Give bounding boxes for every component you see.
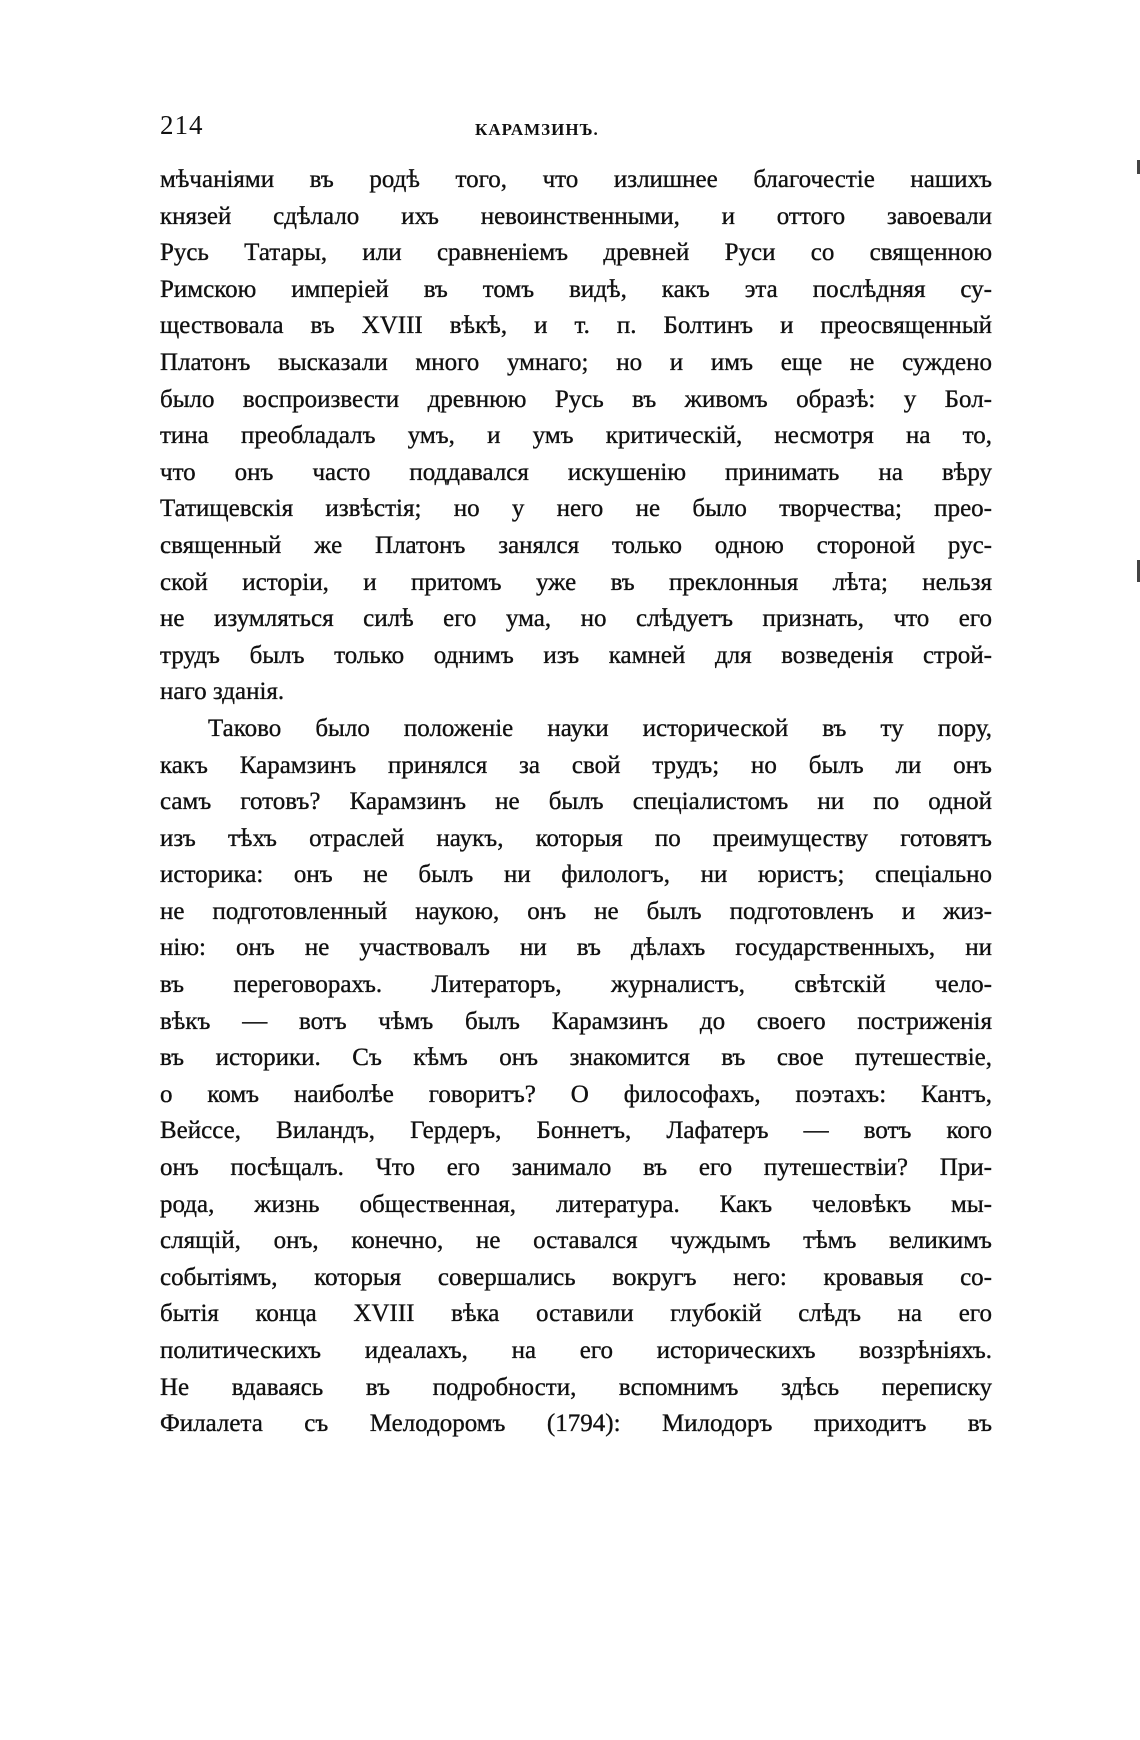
paragraph-end-line: наго зданія. <box>160 678 285 706</box>
text-line: Платонъ высказали много умнаго; но и имъ еще не суждено <box>160 348 992 376</box>
text-line: вѣкъ — вотъ чѣмъ былъ Карамзинъ до своего постриженія <box>160 1007 992 1035</box>
text-line: нію: онъ не участвовалъ ни въ дѣлахъ государственныхъ, ни <box>160 934 992 962</box>
text-line: Вейссе, Виландъ, Гердеръ, Боннетъ, Лафатеръ — вотъ кого <box>160 1117 992 1145</box>
text-line: Филалета съ Мелодоромъ (1794): Милодоръ приходитъ въ <box>160 1410 992 1438</box>
text-line: что онъ часто поддавался искушенію принимать на вѣру <box>160 458 992 486</box>
text-line: самъ готовъ? Карамзинъ не былъ спеціалистомъ ни по одной <box>160 788 992 816</box>
text-line: слящій, онъ, конечно, не оставался чуждымъ тѣмъ великимъ <box>160 1227 992 1255</box>
paragraph-start-line: Таково было положеніе науки исторической въ ту пору, <box>208 714 992 742</box>
running-title: КАРАМЗИНЪ. <box>475 120 599 139</box>
text-line: не подготовленный наукою, онъ не былъ подготовленъ и жиз- <box>160 897 992 925</box>
text-line: о комъ наиболѣе говоритъ? О философахъ, поэтахъ: Кантъ, <box>160 1080 992 1108</box>
text-line: ской исторіи, и притомъ уже въ преклонныя лѣта; нельзя <box>160 568 992 596</box>
text-line: изъ тѣхъ отраслей наукъ, которыя по преимуществу готовятъ <box>160 824 992 852</box>
text-line: ществовала въ XVIII вѣкѣ, и т. п. Болтинъ и преосвященный <box>160 312 992 340</box>
text-line: въ переговорахъ. Литераторъ, журналистъ, свѣтскій чело- <box>160 971 992 999</box>
text-line: рода, жизнь общественная, литература. Какъ человѣкъ мы- <box>160 1190 992 1218</box>
text-line: священный же Платонъ занялся только одною стороной рус- <box>160 531 992 559</box>
text-line: въ историки. Съ кѣмъ онъ знакомится въ свое путешествіе, <box>160 1044 992 1072</box>
text-line: Русь Татары, или сравненіемъ древней Руси со священною <box>160 239 992 267</box>
text-line: князей сдѣлало ихъ невоинственными, и оттого завоевали <box>160 202 992 230</box>
page-number: 214 <box>160 110 204 140</box>
text-line: было воспроизвести древнюю Русь въ живомъ образѣ: у Бол- <box>160 385 992 413</box>
text-line: не изумляться силѣ его ума, но слѣдуетъ признать, что его <box>160 605 992 633</box>
text-line: Татищевскія извѣстія; но у него не было творчества; прео- <box>160 495 992 523</box>
text-line: бытія конца XVIII вѣка оставили глубокій слѣдъ на его <box>160 1300 992 1328</box>
text-line: историка: онъ не былъ ни филологъ, ни юристъ; спеціально <box>160 861 992 889</box>
text-line: тина преобладалъ умъ, и умъ критическій, несмотря на то, <box>160 422 992 450</box>
text-line: Римскою имперіей въ томъ видѣ, какъ эта послѣдняя су- <box>160 275 992 303</box>
text-line: трудъ былъ только однимъ изъ камней для возведенія строй- <box>160 641 992 669</box>
text-line: Не вдаваясь въ подробности, вспомнимъ здѣсь переписку <box>160 1373 992 1401</box>
page-header <box>160 110 990 150</box>
text-line: какъ Карамзинъ принялся за свой трудъ; но былъ ли онъ <box>160 751 992 779</box>
text-line: политическихъ идеалахъ, на его историческихъ воззрѣніяхъ. <box>160 1337 992 1364</box>
text-line: мѣчаніями въ родѣ того, что излишнее благочестіе нашихъ <box>160 166 992 193</box>
text-line: онъ посѣщалъ. Что его занимало въ его путешествіи? При- <box>160 1154 992 1182</box>
text-line: событіямъ, которыя совершались вокругъ него: кровавыя со- <box>160 1263 992 1291</box>
body-text <box>160 162 992 1443</box>
